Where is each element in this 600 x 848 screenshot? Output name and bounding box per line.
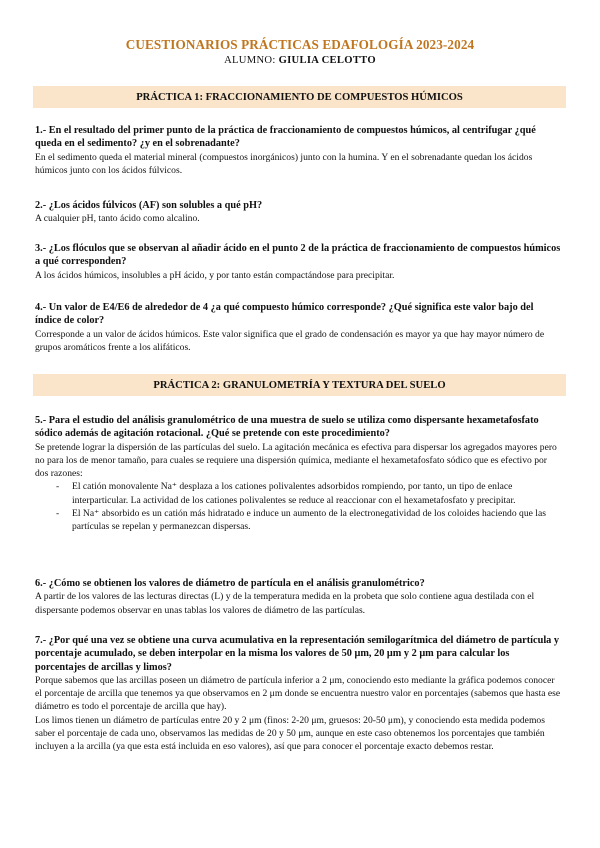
list-item: - El catión monovalente Na⁺ desplaza a los cationes polivalentes adsorbidos rompiendo, por tanto, un tipo de enlace interparticular. La actividad de los cationes polivalentes se reduce al reaccionar con el hexametafosfato y precipitar. — [35, 480, 562, 507]
document-title: CUESTIONARIOS PRÁCTICAS EDAFOLOGÍA 2023-2024 — [125, 37, 475, 52]
section-heading-practica-2: PRÁCTICA 2: GRANULOMETRÍA Y TEXTURA DEL SUELO — [33, 374, 566, 396]
question-block-2 — [35, 199, 562, 226]
list-item: - El Na⁺ absorbido es un catión más hidratado e induce un aumento de la electronegatividad de los coloides haciendo que las partículas se repelan y permanezcan dispersas. — [35, 507, 562, 534]
question-text: 7.- ¿Por qué una vez se obtiene una curva acumulativa en la representación semilogarítmica del diámetro de partícula y porcentaje acumulado, se deben interpolar en la misma los valores de 50 μm, 20 μm y 2 μm para calcular los porcentajes de arcillas y limos? — [35, 635, 560, 673]
student-name: GIULIA CELOTTO — [278, 55, 376, 66]
answer-text-continued: Los limos tienen un diámetro de partículas entre 20 y 2 μm (finos: 2-20 μm, gruesos: 20-50 μm), y conociendo esta medida podemos saber el porcentaje de cada uno, observamos las medidas de 20 y 50 μm, aunque en este caso obtenemos los porcentajes que también incluyen a la arcilla (ya que esta está incluida en eso valores), así que para conocer el porcentaje exacto debemos restar. — [35, 714, 545, 753]
answer-text: En el sedimento queda el material mineral (compuestos inorgánicos) junto con la humina. Y en el sobrenadante quedan los ácidos húmicos junto con los ácidos fúlvicos. — [35, 151, 533, 176]
student-label: ALUMNO: — [224, 55, 276, 66]
question-block-3 — [35, 242, 562, 282]
question-text: 3.- ¿Los flóculos que se observan al añadir ácido en el punto 2 de la práctica de fraccionamiento de compuestos húmicos a qué corresponden? — [35, 243, 561, 268]
question-text: 1.- En el resultado del primer punto de la práctica de fraccionamiento de compuestos húmicos, al centrifugar ¿qué queda en el sedimento? ¿y en el sobrenadante? — [35, 125, 536, 150]
reasons-list — [35, 480, 562, 533]
answer-text: A los ácidos húmicos, insolubles a pH ácido, y por tanto están compactándose para precipitar. — [35, 269, 395, 281]
answer-text: Porque sabemos que las arcillas poseen un diámetro de partícula inferior a 2 μm, conociendo esto mediante la gráfica podemos conocer el porcentaje de arcilla que tenemos ya que observamos en 2 μm donde se encuentra nuestro valor en porcentajes (sabemos que hasta ese diámetro es todo el porcentaje de arcilla que hay). — [35, 674, 561, 713]
answer-text: A partir de los valores de las lecturas directas (L) y de la temperatura medida en la probeta que solo contiene agua destilada con el dispersante podemos observar en unas tablas los valores de diámetro de las partículas. — [35, 591, 535, 616]
question-text: 5.- Para el estudio del análisis granulométrico de una muestra de suelo se utiliza como dispersante hexametafosfato sódico además de agitación rotacional. ¿Qué se pretende con este procedimiento? — [35, 415, 539, 440]
question-block-7 — [35, 634, 562, 754]
student-line — [0, 55, 600, 66]
answer-text: Se pretende lograr la dispersión de las partículas del suelo. La agitación mecánica es efectiva para dispersar los agregados mayores pero no para los de menor tamaño, para cuales se requiere una dispersión química, mediante el hexametafosfato sódico que es efectivo por dos razones: — [35, 441, 557, 480]
question-block-5 — [35, 414, 562, 534]
question-block-1 — [35, 124, 562, 177]
section-heading-practica-1: PRÁCTICA 1: FRACCIONAMIENTO DE COMPUESTOS HÚMICOS — [33, 86, 566, 108]
answer-text: Corresponde a un valor de ácidos húmicos. Este valor significa que el grado de condensación es mayor ya que hay mayor número de grupos aromáticos frente a los alifáticos. — [35, 328, 545, 353]
question-block-4 — [35, 301, 562, 354]
question-text: 6.- ¿Cómo se obtienen los valores de diámetro de partícula en el análisis granulométrico? — [35, 578, 425, 589]
question-text: 4.- Un valor de E4/E6 de alrededor de 4 ¿a qué compuesto húmico corresponde? ¿Qué significa este valor bajo del índice de color? — [35, 302, 534, 327]
answer-text: A cualquier pH, tanto ácido como alcalino. — [35, 213, 200, 225]
question-text: 2.- ¿Los ácidos fúlvicos (AF) son solubles a qué pH? — [35, 200, 263, 211]
question-block-6 — [35, 577, 562, 617]
